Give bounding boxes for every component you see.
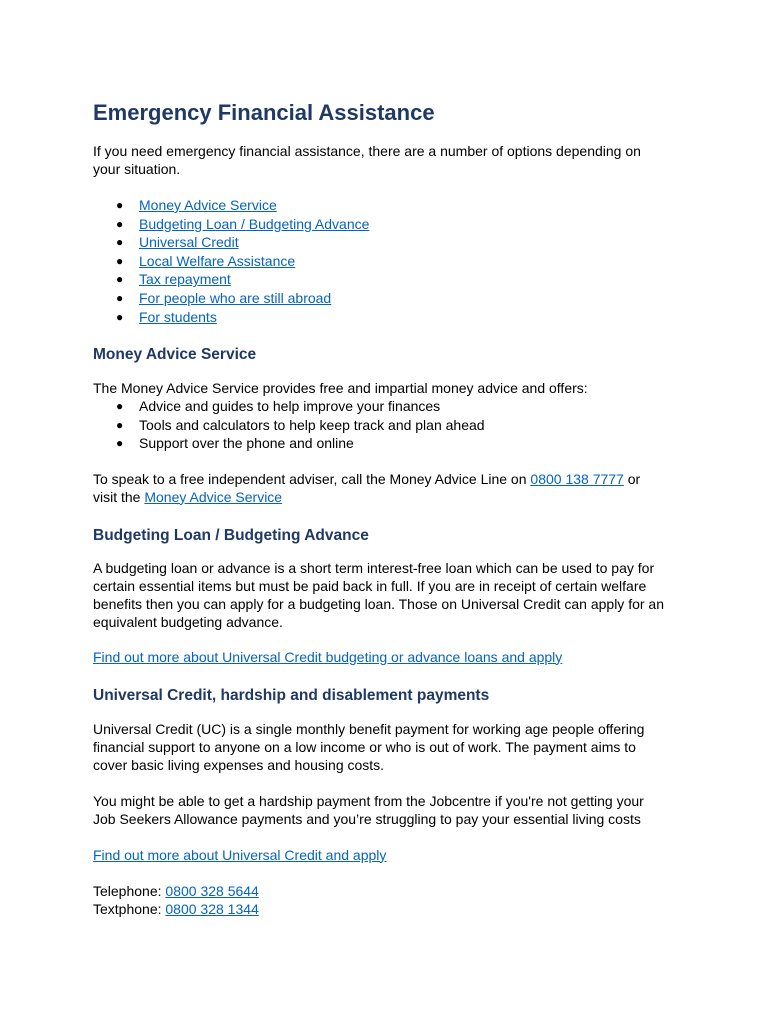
list-item bbox=[93, 289, 693, 308]
link-budgeting-loan[interactable]: Budgeting Loan / Budgeting Advance bbox=[139, 215, 370, 232]
link-universal-credit[interactable]: Universal Credit bbox=[139, 234, 239, 251]
bullet-icon: ● bbox=[116, 417, 124, 432]
list-item bbox=[93, 252, 693, 271]
body-line: benefits then you can apply for a budgeting loan. Those on Universal Credit can apply for an bbox=[93, 595, 664, 612]
telephone-label: Telephone: bbox=[93, 882, 166, 899]
mas-contact-paragraph bbox=[93, 470, 693, 506]
uc-link-paragraph bbox=[93, 846, 693, 864]
bullet-icon: ● bbox=[116, 290, 124, 305]
list-item-text: Advice and guides to help improve your finances bbox=[139, 398, 441, 415]
mas-visit-text: visit the bbox=[93, 488, 145, 505]
body-line: certain essential items but must be paid back in full. If you are in receipt of certain welfare bbox=[93, 577, 647, 594]
bullet-icon: ● bbox=[116, 399, 124, 414]
intro-paragraph bbox=[93, 142, 693, 178]
textphone-link[interactable]: 0800 328 1344 bbox=[165, 900, 259, 917]
bullet-icon: ● bbox=[116, 436, 124, 451]
body-line: cover basic living expenses and housing costs. bbox=[93, 756, 385, 773]
telephone-line bbox=[93, 882, 693, 900]
link-local-welfare[interactable]: Local Welfare Assistance bbox=[139, 252, 296, 269]
body-line: Universal Credit (UC) is a single monthly benefit payment for working age people offering bbox=[93, 720, 645, 737]
textphone-label: Textphone: bbox=[93, 900, 166, 917]
list-item bbox=[93, 233, 693, 252]
link-tax-repayment[interactable]: Tax repayment bbox=[139, 271, 231, 288]
contact-numbers bbox=[93, 882, 693, 918]
bullet-icon: ● bbox=[116, 309, 124, 324]
bullet-icon: ● bbox=[116, 198, 124, 212]
section-heading-universal-credit: Universal Credit, hardship and disablement payments bbox=[93, 686, 490, 704]
universal-credit-apply-link[interactable]: Find out more about Universal Credit and apply bbox=[93, 846, 387, 863]
link-students[interactable]: For students bbox=[139, 308, 217, 325]
list-item bbox=[93, 308, 693, 327]
mas-intro: The Money Advice Service provides free and impartial money advice and offers: bbox=[93, 380, 588, 397]
mas-contact-line bbox=[93, 470, 693, 488]
bullet-icon: ● bbox=[116, 253, 124, 268]
contents-list bbox=[93, 196, 693, 326]
section-heading-budgeting: Budgeting Loan / Budgeting Advance bbox=[93, 526, 369, 544]
money-advice-service-link[interactable]: Money Advice Service bbox=[144, 488, 283, 505]
list-item bbox=[93, 416, 693, 435]
list-item bbox=[93, 196, 693, 215]
money-advice-phone-link[interactable]: 0800 138 7777 bbox=[530, 470, 624, 487]
bullet-icon: ● bbox=[116, 235, 124, 250]
link-money-advice-service[interactable]: Money Advice Service bbox=[139, 197, 277, 213]
body-line: You might be able to get a hardship payment from the Jobcentre if you're not getting your bbox=[93, 792, 644, 809]
list-item-text: Tools and calculators to help keep track and plan ahead bbox=[139, 416, 485, 433]
body-line: A budgeting loan or advance is a short term interest-free loan which can be used to pay for bbox=[93, 559, 655, 576]
mas-list bbox=[93, 397, 693, 453]
bullet-icon: ● bbox=[116, 272, 124, 287]
list-item bbox=[93, 397, 693, 416]
section-heading-money-advice: Money Advice Service bbox=[93, 346, 257, 364]
intro-line: If you need emergency financial assistance, there are a number of options depending on bbox=[93, 143, 641, 159]
list-item-text: Support over the phone and online bbox=[139, 435, 354, 452]
uc-paragraph-1 bbox=[93, 720, 693, 774]
budget-link-paragraph bbox=[93, 648, 693, 666]
intro-line: your situation. bbox=[93, 161, 181, 177]
uc-paragraph-2 bbox=[93, 792, 693, 828]
mas-contact-text: To speak to a free independent adviser, call the Money Advice Line on bbox=[93, 470, 531, 487]
body-line: financial support to anyone on a low income or who is out of work. The payment aims to bbox=[93, 738, 636, 755]
page-title: Emergency Financial Assistance bbox=[93, 100, 435, 125]
mas-visit-line bbox=[93, 488, 693, 506]
budgeting-apply-link[interactable]: Find out more about Universal Credit budgeting or advance loans and apply bbox=[93, 648, 563, 665]
list-item bbox=[93, 270, 693, 289]
telephone-link[interactable]: 0800 328 5644 bbox=[165, 882, 259, 899]
body-line: Job Seekers Allowance payments and you’re struggling to pay your essential living costs bbox=[93, 810, 641, 827]
list-item bbox=[93, 215, 693, 234]
document-content bbox=[93, 98, 693, 918]
list-item bbox=[93, 434, 693, 453]
mas-contact-text: or bbox=[623, 470, 641, 487]
textphone-line bbox=[93, 900, 693, 918]
link-people-abroad[interactable]: For people who are still abroad bbox=[139, 289, 332, 306]
body-line: equivalent budgeting advance. bbox=[93, 613, 283, 630]
budget-paragraph bbox=[93, 559, 693, 631]
bullet-icon: ● bbox=[116, 216, 124, 231]
